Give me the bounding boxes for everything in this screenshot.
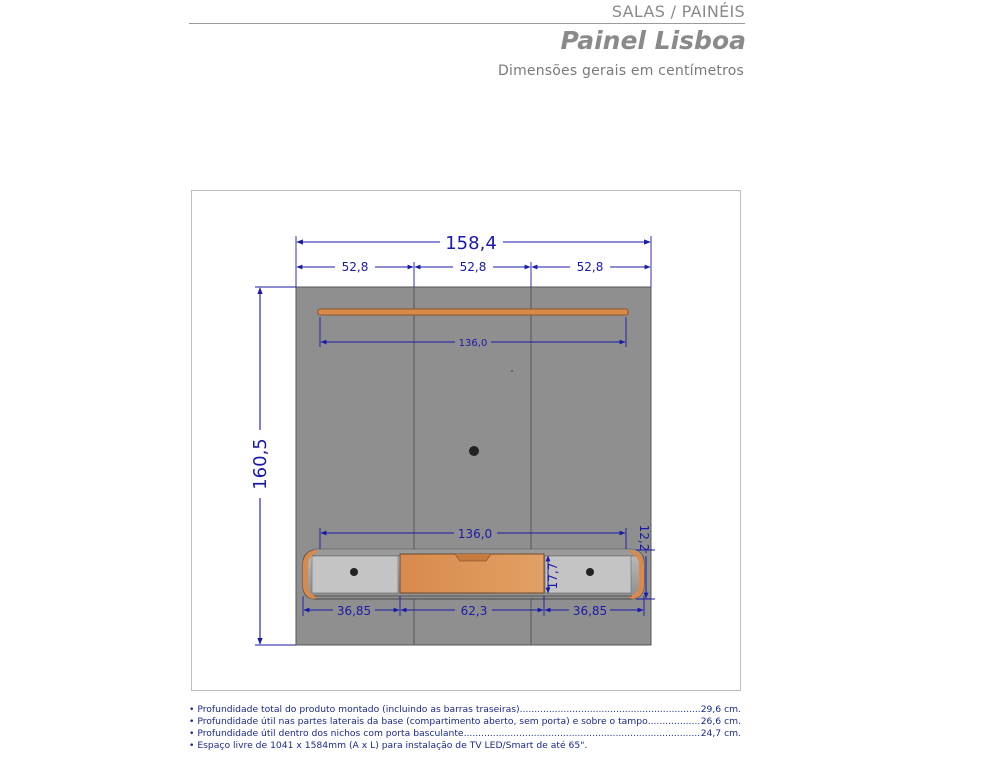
shelf-width-label: 136,0 (458, 338, 488, 349)
product-title: Painel Lisboa (560, 26, 746, 55)
note-item (189, 716, 741, 728)
base-width-label: 136,0 (457, 527, 493, 541)
dimensions-subtitle: Dimensões gerais em centímetros (498, 63, 744, 79)
base-segment-label: 62,3 (460, 604, 488, 618)
overall-height-label: 160,5 (250, 438, 271, 490)
note-item (189, 704, 741, 716)
note-text: Profundidade total do produto montado (incluindo as barras traseiras) (197, 704, 520, 715)
top-shelf (318, 309, 628, 315)
base-height-label: 12,2 (637, 524, 651, 552)
note-value: 26,6 cm. (700, 716, 741, 727)
overall-width-label: 158,4 (445, 233, 497, 254)
module-width-label: 52,8 (459, 260, 487, 274)
niche-height-label: 17,7 (546, 562, 560, 590)
specification-notes (189, 704, 741, 752)
bullet: • (189, 716, 195, 727)
note-item (189, 728, 741, 740)
note-value: 24,7 cm. (700, 728, 741, 739)
category-label: SALAS / PAINÉIS (611, 2, 745, 21)
note-text: Espaço livre de 1041 x 1584mm (A x L) para instalação de TV LED/Smart de até 65". (197, 740, 588, 751)
module-width-label: 52,8 (341, 260, 369, 274)
dot-leader (648, 716, 701, 728)
bullet: • (189, 704, 195, 715)
base-segment-label: 36,85 (572, 604, 608, 618)
drawer-handle (455, 554, 491, 561)
note-text: Profundidade útil dentro dos nichos com porta basculante (197, 728, 464, 739)
note-item (189, 740, 741, 752)
dot-leader (464, 728, 701, 740)
note-value: 29,6 cm. (700, 704, 741, 715)
right-niche-hole (586, 568, 594, 576)
bullet: • (189, 740, 195, 751)
dot-leader (520, 704, 701, 716)
mark-dot (511, 370, 513, 372)
bullet: • (189, 728, 195, 739)
base-segment-label: 36,85 (336, 604, 372, 618)
note-text: Profundidade útil nas partes laterais da base (compartimento aberto, sem porta) e sobre o tampo (197, 716, 648, 727)
left-niche-hole (350, 568, 358, 576)
cable-hole (469, 446, 479, 456)
module-width-label: 52,8 (576, 260, 604, 274)
